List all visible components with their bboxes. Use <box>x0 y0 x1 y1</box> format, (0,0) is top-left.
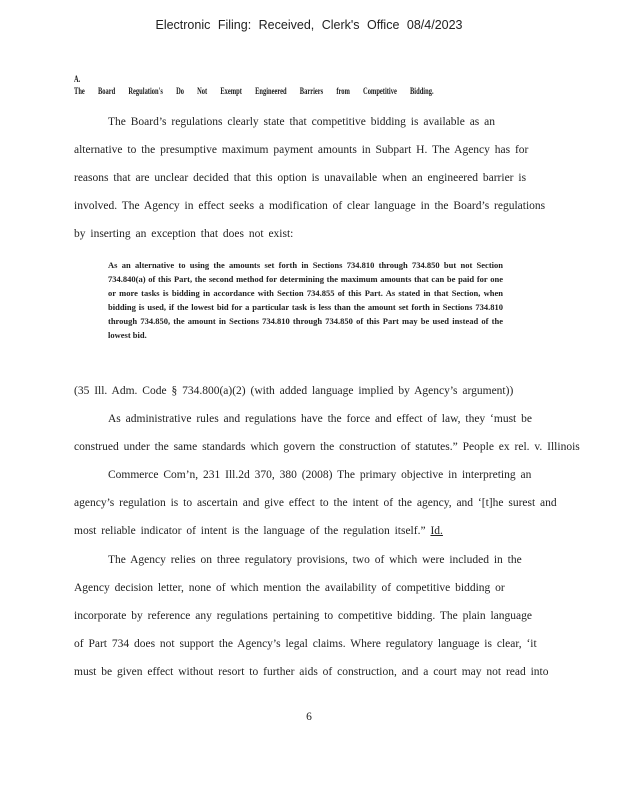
paragraph-line: As administrative rules and regulations have the force and effect of law, they ‘must be <box>108 413 532 425</box>
paragraph-line: incorporate by reference any regulations pertaining to competitive bidding. The plain language <box>74 610 532 622</box>
filing-header: Electronic Filing: Received, Clerk's Office 08/4/2023 <box>155 18 463 32</box>
paragraph-line: involved. The Agency in effect seeks a modification of clear language in the Board’s regulations <box>74 200 546 212</box>
section-letter: A. <box>74 74 81 84</box>
citation-line: (35 Ill. Adm. Code § 734.800(a)(2) (with added language implied by Agency’s argument)) <box>74 385 514 397</box>
paragraph-line: Commerce Com’n, 231 Ill.2d 370, 380 (2008) The primary objective in interpreting an <box>108 469 532 481</box>
paragraph-line: reasons that are unclear decided that this option is unavailable when an engineered barrier is <box>74 172 527 184</box>
id-citation: Id. <box>430 525 443 537</box>
section-title: The Board Regulation's Do Not Exempt Engineered Barriers from Competitive Bidding. <box>74 86 434 96</box>
paragraph-line: construed under the same standards which govern the construction of statutes.” People ex rel. v. Illinois <box>74 441 580 453</box>
block-quote: As an alternative to using the amounts set forth in Sections 734.810 through 734.850 but not Section 734.840(a) of this Part, the second method for determining the maximum amounts that can be paid for one or more tasks is bidding in accordance with Section 734.855 of this Part. As stated in that Section, when bidding is used, if the lowest bid for a particular task is less than the amount set forth in Sections 734.810 through 734.850, the amount in Sections 734.810 through 734.850 of this Part may be used instead of the lowest bid. <box>108 260 503 340</box>
paragraph-line: The Agency relies on three regulatory provisions, two of which were included in the <box>108 554 522 566</box>
paragraph-line <box>74 525 443 537</box>
paragraph-line: Agency decision letter, none of which mention the availability of competitive bidding or <box>74 582 505 594</box>
paragraph-line: The Board’s regulations clearly state that competitive bidding is available as an <box>108 116 496 128</box>
paragraph-line: by inserting an exception that does not exist: <box>74 228 294 240</box>
page-number: 6 <box>306 711 312 723</box>
paragraph-line: must be given effect without resort to further aids of construction, and a court may not read into <box>74 666 549 678</box>
paragraph-line: agency’s regulation is to ascertain and give effect to the intent of the agency, and ‘[t]he surest and <box>74 497 557 509</box>
section-heading <box>74 73 434 97</box>
paragraph-text: most reliable indicator of intent is the language of the regulation itself.” <box>74 525 426 537</box>
paragraph-line: alternative to the presumptive maximum payment amounts in Subpart H. The Agency has for <box>74 144 529 156</box>
paragraph-line: of Part 734 does not support the Agency’s legal claims. Where regulatory language is clear, ‘it <box>74 638 537 650</box>
